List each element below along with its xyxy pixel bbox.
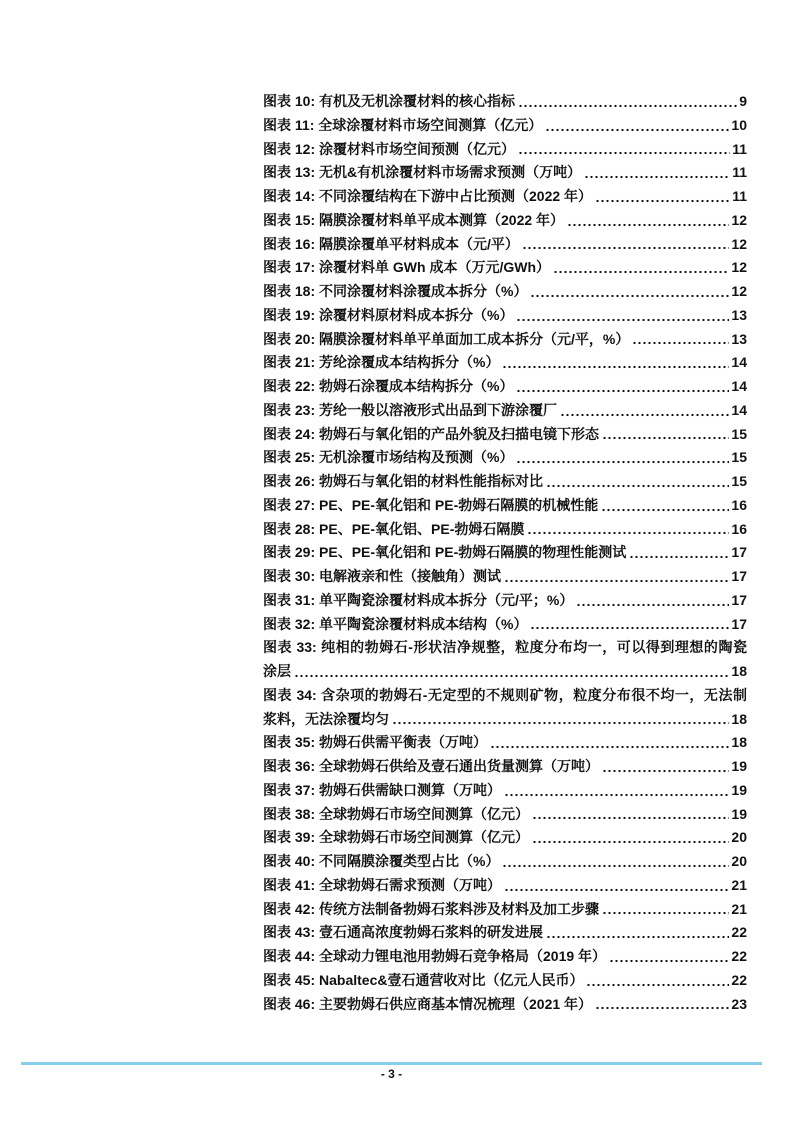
- toc-entry-page: 14: [731, 354, 747, 371]
- toc-entry[interactable]: [263, 826, 747, 850]
- dot-leader: [546, 935, 729, 939]
- toc-entry-text: 图表 29: PE、PE-氧化铝和 PE-勃姆石隔膜的物理性能测试: [263, 544, 627, 561]
- toc-entry-text: 图表 43: 壹石通高浓度勃姆石浆料的研发进展: [263, 924, 544, 941]
- toc-entry-text: 图表 30: 电解液亲和性（接触角）测试: [263, 568, 502, 584]
- toc-entry-text: 图表 44: 全球动力锂电池用勃姆石竞争格局（2019 年）: [263, 948, 607, 964]
- toc-entry-page: 20: [731, 829, 747, 846]
- dot-leader: [530, 294, 729, 298]
- toc-entry-text-line1: 图表 34: 含杂项的勃姆石-无定型的不规则矿物，粒度分布很不均一，无法制: [263, 686, 747, 703]
- toc-entry[interactable]: [263, 898, 747, 922]
- toc-entry-page: 21: [731, 876, 747, 893]
- toc-entry[interactable]: [263, 565, 747, 589]
- toc-entry-page: 12: [731, 211, 747, 228]
- dot-leader: [518, 151, 730, 155]
- toc-entry[interactable]: [263, 494, 747, 518]
- toc-entry-page: 17: [731, 544, 747, 561]
- toc-entry-text: 图表 26: 勃姆石与氧化铝的材料性能指标对比: [263, 473, 544, 489]
- toc-entry-page: 11: [732, 164, 747, 181]
- toc-entry-text: 图表 18: 不同涂覆材料涂覆成本拆分（%）: [263, 283, 528, 299]
- toc-entry-page: 20: [731, 853, 747, 869]
- toc-entry-text-line1: 图表 33: 纯相的勃姆石-形状洁净规整，粒度分布均一，可以得到理想的陶瓷: [263, 639, 747, 656]
- toc-entry[interactable]: [263, 779, 747, 803]
- toc-entry-text: 图表 22: 勃姆石涂覆成本结构拆分（%）: [263, 378, 514, 394]
- toc-entry-page: 23: [731, 995, 747, 1012]
- toc-entry[interactable]: [263, 304, 747, 328]
- toc-entry-page: 13: [731, 330, 747, 347]
- dot-leader: [560, 413, 729, 417]
- toc-entry-page: 22: [731, 948, 747, 964]
- dot-leader: [567, 223, 729, 227]
- toc-entry-text: 图表 20: 隔膜涂覆材料单平单面加工成本拆分（元/平，%）: [263, 330, 630, 347]
- toc-entry-text: 图表 15: 隔膜涂覆材料单平成本测算（2022 年）: [263, 211, 565, 228]
- toc-entry-page: 22: [731, 971, 747, 988]
- toc-entry[interactable]: [263, 138, 747, 162]
- toc-entry-text: 图表 10: 有机及无机涂覆材料的核心指标: [263, 93, 516, 109]
- toc-entry-text: 图表 23: 芳纶一般以溶液形式出品到下游涂覆厂: [263, 401, 558, 418]
- dot-leader: [553, 270, 729, 274]
- dot-leader: [632, 341, 729, 345]
- toc-entry-text: 图表 45: Nabaltec&壹石通营收对比（亿元人民币）: [263, 971, 584, 988]
- toc-entry-page: 15: [731, 473, 747, 489]
- toc-entry-text: 图表 14: 不同涂覆结构在下游中占比预测（2022 年）: [263, 188, 593, 204]
- toc-entry[interactable]: [263, 470, 747, 494]
- dot-leader: [546, 484, 729, 488]
- dot-leader: [602, 436, 729, 440]
- toc-entry[interactable]: [263, 185, 747, 209]
- dot-leader: [530, 626, 729, 630]
- dot-leader: [504, 793, 729, 797]
- toc-entry[interactable]: [263, 850, 747, 874]
- toc-entry-page: 9: [739, 93, 747, 109]
- dot-leader: [502, 365, 729, 369]
- toc-entry-page: 12: [731, 259, 747, 276]
- dot-leader: [602, 769, 729, 773]
- toc-entry-page: 19: [731, 805, 747, 822]
- toc-entry[interactable]: [263, 209, 747, 233]
- toc-entry-page: 14: [731, 378, 747, 394]
- toc-entry-text: 图表 39: 全球勃姆石市场空间测算（亿元）: [263, 829, 530, 846]
- dot-leader: [502, 864, 729, 868]
- toc-entry[interactable]: [263, 589, 747, 613]
- toc-entry[interactable]: [263, 731, 747, 755]
- toc-entry-text: 图表 31: 单平陶瓷涂覆材料成本拆分（元/平；%）: [263, 591, 574, 608]
- toc-entry-page: 22: [731, 924, 747, 941]
- dot-leader: [504, 888, 729, 892]
- dot-leader: [601, 508, 729, 512]
- toc-entry[interactable]: [263, 613, 747, 637]
- toc-entry[interactable]: [263, 351, 747, 375]
- toc-entry-page: 17: [731, 615, 747, 632]
- toc-entry[interactable]: [263, 90, 747, 114]
- toc-entry[interactable]: [263, 993, 747, 1017]
- toc-entry-page: 17: [731, 591, 747, 608]
- toc-entry-text: 图表 13: 无机&有机涂覆材料市场需求预测（万吨）: [263, 164, 582, 181]
- toc-entry[interactable]: [263, 518, 747, 542]
- toc-entry-page: 19: [731, 781, 747, 798]
- dot-leader: [516, 460, 729, 464]
- dot-leader: [576, 603, 729, 607]
- toc-entry-page: 18: [731, 663, 747, 679]
- dot-leader: [392, 721, 729, 725]
- toc-entry[interactable]: [263, 399, 747, 423]
- toc-entry-text-line2: 浆料，无法涂覆均匀: [263, 710, 389, 727]
- toc-entry-text-line2: 涂层: [263, 663, 291, 679]
- dot-leader: [595, 1006, 729, 1010]
- toc-entry-text: 图表 11: 全球涂覆材料市场空间测算（亿元）: [263, 116, 543, 133]
- toc-entry-text: 图表 17: 涂覆材料单 GWh 成本（万元/GWh）: [263, 259, 550, 276]
- dot-leader: [294, 674, 729, 678]
- footer-page-number: - 3 -: [380, 1067, 403, 1081]
- toc-entry[interactable]: [263, 684, 747, 732]
- toc-entry-page: 11: [732, 140, 747, 157]
- toc-entry-text: 图表 40: 不同隔膜涂覆类型占比（%）: [263, 853, 500, 869]
- toc-entry[interactable]: [263, 114, 747, 138]
- toc-entry-text: 图表 38: 全球勃姆石市场空间测算（亿元）: [263, 805, 530, 822]
- toc-entry-text: 图表 35: 勃姆石供需平衡表（万吨）: [263, 734, 488, 751]
- toc-entry-text: 图表 41: 全球勃姆石需求预测（万吨）: [263, 876, 502, 893]
- toc-entry-page: 13: [731, 306, 747, 323]
- toc-entry-text: 图表 46: 主要勃姆石供应商基本情况梳理（2021 年）: [263, 995, 593, 1012]
- dot-leader: [595, 199, 730, 203]
- toc-entry-text: 图表 24: 勃姆石与氧化铝的产品外貌及扫描电镜下形态: [263, 425, 600, 442]
- toc-entry-page: 11: [732, 188, 747, 204]
- toc-entry[interactable]: [263, 446, 747, 470]
- toc-entry-text: 图表 21: 芳纶涂覆成本结构拆分（%）: [263, 354, 500, 371]
- toc-entry-page: 18: [731, 734, 747, 751]
- toc-entry-text: 图表 12: 涂覆材料市场空间预测（亿元）: [263, 140, 516, 157]
- toc-entry[interactable]: [263, 541, 747, 565]
- dot-leader: [584, 175, 730, 179]
- dot-leader: [516, 389, 729, 393]
- dot-leader: [518, 104, 737, 108]
- toc-entry-text: 图表 37: 勃姆石供需缺口测算（万吨）: [263, 781, 502, 798]
- toc-entry-text: 图表 42: 传统方法制备勃姆石浆料涉及材料及加工步骤: [263, 900, 600, 917]
- toc-entry[interactable]: [263, 969, 747, 993]
- toc-entry[interactable]: [263, 945, 747, 969]
- dot-leader: [532, 816, 729, 820]
- dot-leader: [629, 555, 729, 559]
- toc-entry-text: 图表 19: 涂覆材料原材料成本拆分（%）: [263, 306, 514, 323]
- toc-entry-page: 21: [731, 900, 747, 917]
- toc-entry-page: 17: [731, 568, 747, 584]
- dot-leader: [504, 579, 729, 583]
- toc-entry[interactable]: [263, 256, 747, 280]
- toc-entry-text: 图表 16: 隔膜涂覆单平材料成本（元/平）: [263, 235, 519, 252]
- toc-entry-page: 14: [731, 401, 747, 418]
- toc-entry[interactable]: [263, 755, 747, 779]
- dot-leader: [545, 128, 729, 132]
- toc-entry-page: 18: [731, 710, 747, 727]
- toc-entry-text: 图表 36: 全球勃姆石供给及壹石通出货量测算（万吨）: [263, 758, 600, 774]
- toc-list: [263, 90, 747, 1016]
- toc-entry[interactable]: [263, 636, 747, 684]
- dot-leader: [586, 983, 729, 987]
- footer-rule: [21, 1062, 762, 1065]
- dot-leader: [527, 531, 729, 535]
- toc-entry-page: 15: [731, 449, 747, 466]
- dot-leader: [532, 840, 729, 844]
- toc-entry-page: 10: [731, 116, 747, 133]
- toc-entry[interactable]: [263, 161, 747, 185]
- toc-entry-page: 16: [731, 520, 747, 537]
- toc-entry-page: 12: [731, 283, 747, 299]
- toc-entry[interactable]: [263, 280, 747, 304]
- toc-entry[interactable]: [263, 803, 747, 827]
- toc-entry[interactable]: [263, 328, 747, 352]
- toc-entry-text: 图表 27: PE、PE-氧化铝和 PE-勃姆石隔膜的机械性能: [263, 496, 599, 513]
- toc-entry-page: 16: [731, 496, 747, 513]
- toc-entry-page: 19: [731, 758, 747, 774]
- toc-entry[interactable]: [263, 375, 747, 399]
- toc-entry[interactable]: [263, 233, 747, 257]
- dot-leader: [522, 246, 730, 250]
- toc-entry[interactable]: [263, 921, 747, 945]
- dot-leader: [609, 959, 729, 963]
- dot-leader: [490, 745, 729, 749]
- toc-entry[interactable]: [263, 423, 747, 447]
- dot-leader: [516, 318, 729, 322]
- toc-entry-text: 图表 25: 无机涂覆市场结构及预测（%）: [263, 449, 514, 466]
- dot-leader: [602, 911, 729, 915]
- toc-entry[interactable]: [263, 874, 747, 898]
- toc-entry-text: 图表 32: 单平陶瓷涂覆材料成本结构（%）: [263, 615, 528, 632]
- toc-entry-page: 15: [731, 425, 747, 442]
- toc-entry-text: 图表 28: PE、PE-氧化铝、PE-勃姆石隔膜: [263, 520, 525, 537]
- toc-entry-page: 12: [731, 235, 747, 252]
